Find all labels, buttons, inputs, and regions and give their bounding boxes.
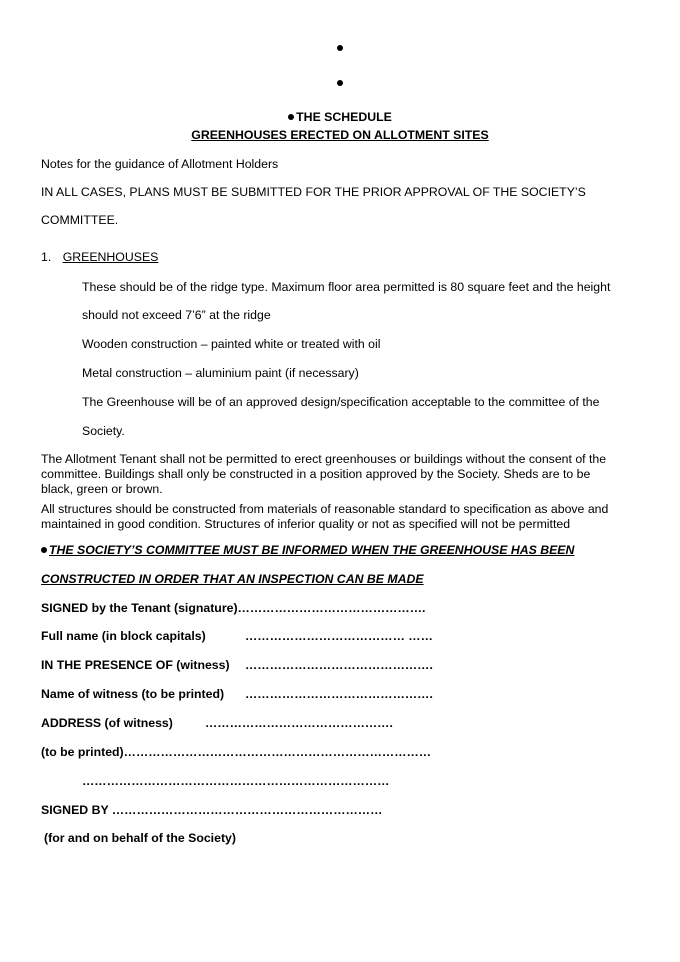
signed-by-label: SIGNED BY (41, 803, 109, 817)
tenant-signature-label: SIGNED by the Tenant (signature) (41, 601, 238, 615)
on-behalf-text: (for and on behalf of the Society) (44, 831, 236, 845)
presence-line[interactable]: ………………………………………. (245, 658, 433, 672)
materials-line-1: All structures should be constructed from materials of reasonable standard to specification as above and (41, 502, 609, 516)
section-line-1: These should be of the ridge type. Maximum floor area permitted is 80 square feet and the height (82, 280, 611, 294)
consent-line-2: committee. Buildings shall only be constructed in a position approved by the Society. Sheds are to be (41, 467, 591, 481)
consent-line-3: black, green or brown. (41, 482, 163, 496)
materials-line-2: maintained in good condition. Structures of inferior quality or not as specified will not be permitted (41, 517, 571, 531)
plans-line-2: COMMITTEE. (41, 213, 119, 227)
signed-by-line[interactable]: ………………………………………………………… (111, 803, 383, 817)
section-line-6: Society. (82, 424, 125, 438)
schedule-subtitle: GREENHOUSES ERECTED ON ALLOTMENT SITES (191, 128, 489, 142)
signed-by-row (41, 803, 382, 817)
address-line[interactable]: ………………………………………. (205, 716, 393, 730)
witness-name-label: Name of witness (to be printed) (41, 687, 225, 701)
consent-line-1: The Allotment Tenant shall not be permitted to erect greenhouses or buildings without the consent of the (41, 452, 607, 466)
full-name-label: Full name (in block capitals) (41, 629, 206, 643)
schedule-title: THE SCHEDULE (0, 110, 680, 124)
plans-line-1: IN ALL CASES, PLANS MUST BE SUBMITTED FOR THE PRIOR APPROVAL OF THE SOCIETY’S (41, 185, 586, 199)
section-line-4: Metal construction – aluminium paint (if necessary) (82, 366, 359, 380)
address-label: ADDRESS (of witness) (41, 716, 173, 730)
section-line-5: The Greenhouse will be of an approved design/specification acceptable to the committee of the (82, 395, 600, 409)
witness-name-line[interactable]: ………………………………………. (245, 687, 433, 701)
bullet-icon (288, 114, 294, 120)
tenant-signature-line[interactable]: ………………………………………. (237, 601, 426, 615)
section-line-2: should not exceed 7’6” at the ridge (82, 308, 271, 322)
notice-line-2: CONSTRUCTED IN ORDER THAT AN INSPECTION CAN BE MADE (41, 572, 424, 586)
printed-label: (to be printed) (41, 745, 124, 759)
address-extra-line[interactable]: ………………………………………………………………… (82, 774, 390, 788)
full-name-line[interactable]: ………………………………… …… (245, 629, 433, 643)
printed-line[interactable]: ………………………………………………………………… (123, 745, 432, 759)
bullet-mark-second (337, 80, 343, 86)
section-line-3: Wooden construction – painted white or treated with oil (82, 337, 381, 351)
notice-line-1: THE SOCIETY’S COMMITTEE MUST BE INFORMED WHEN THE GREENHOUSE HAS BEEN (41, 543, 574, 557)
section-number: 1. (41, 250, 52, 264)
tenant-signature-row (41, 601, 425, 615)
presence-label: IN THE PRESENCE OF (witness) (41, 658, 230, 672)
section-heading (41, 250, 158, 264)
section-title: GREENHOUSES (62, 250, 159, 264)
printed-row (41, 745, 431, 759)
notes-text: Notes for the guidance of Allotment Holders (41, 157, 279, 171)
bullet-icon (41, 547, 47, 553)
bullet-mark-top (337, 45, 343, 51)
